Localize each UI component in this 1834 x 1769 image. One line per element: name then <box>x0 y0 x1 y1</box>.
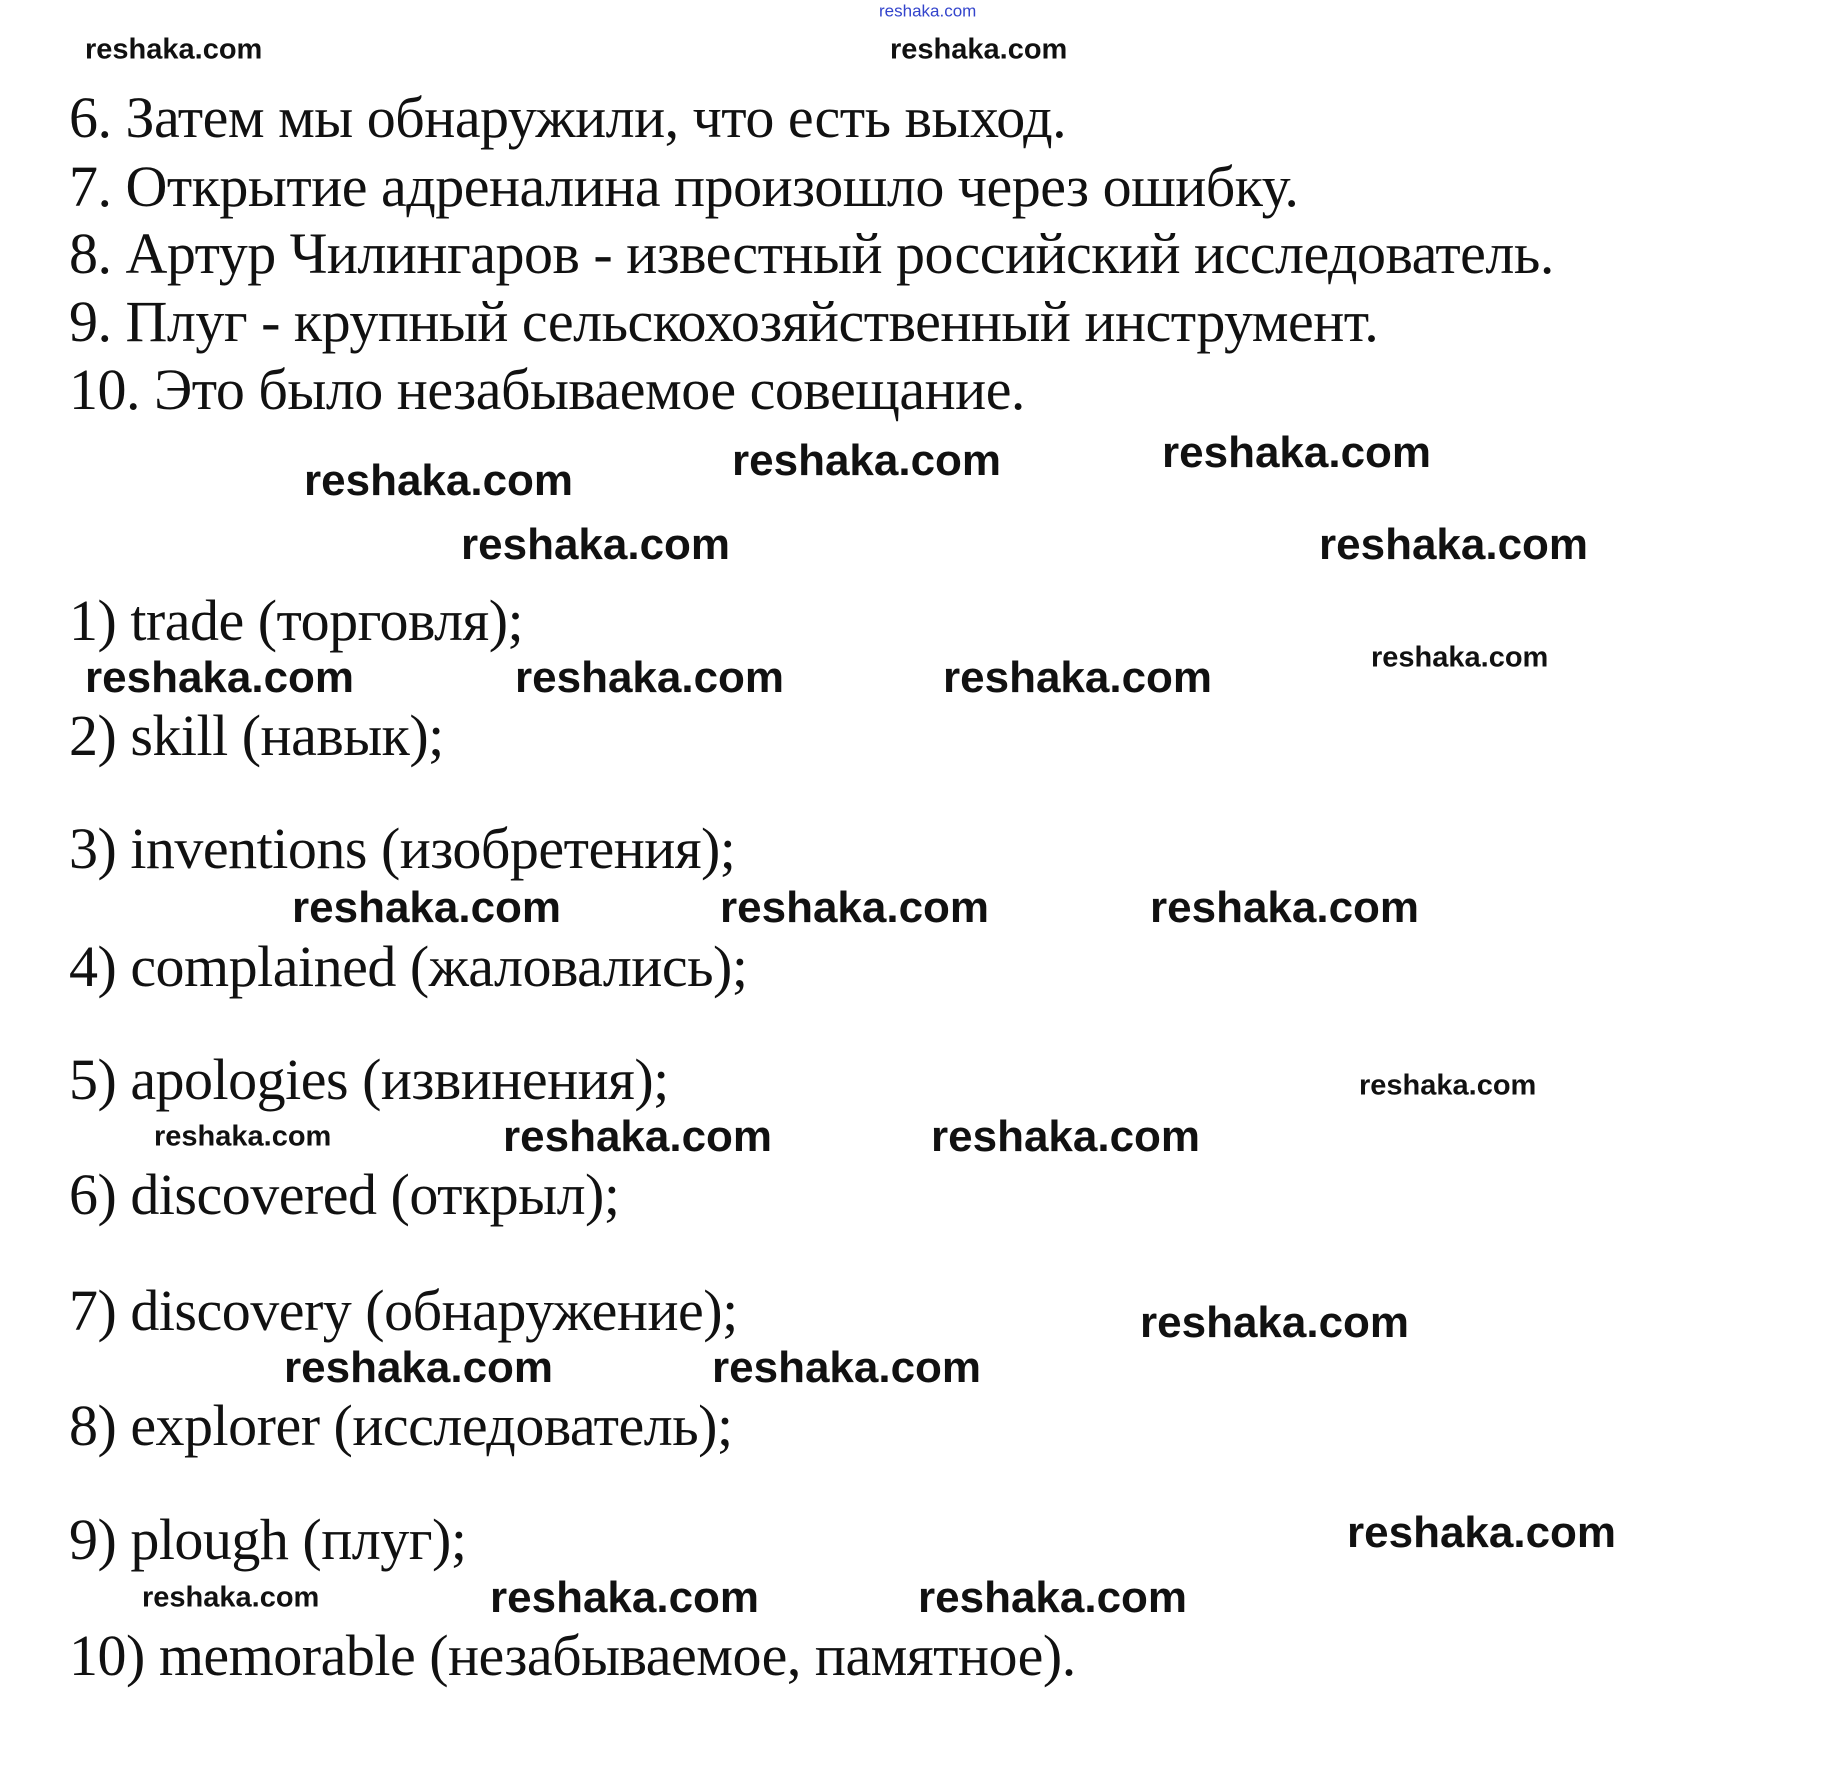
answer-6: 6) discovered (открыл); <box>69 1162 620 1227</box>
watermark: reshaka.com <box>1347 1508 1617 1557</box>
sentence-7: 7. Открытие адреналина произошло через ошибку. <box>69 154 1299 219</box>
watermark: reshaka.com <box>931 1112 1201 1161</box>
watermark: reshaka.com <box>85 653 355 702</box>
sentence-9: 9. Плуг - крупный сельскохозяйственный инструмент. <box>69 289 1379 354</box>
watermark: reshaka.com <box>1319 520 1589 569</box>
watermark: reshaka.com <box>943 653 1213 702</box>
watermark: reshaka.com <box>503 1112 773 1161</box>
sentence-10: 10. Это было незабываемое совещание. <box>69 357 1025 422</box>
watermark: reshaka.com <box>1162 428 1432 477</box>
answer-4: 4) complained (жаловались); <box>69 934 748 999</box>
watermark: reshaka.com <box>720 883 990 932</box>
watermark: reshaka.com <box>1140 1298 1410 1347</box>
answer-10: 10) memorable (незабываемое, памятное). <box>69 1623 1076 1688</box>
answer-9: 9) plough (плуг); <box>69 1507 467 1572</box>
watermark: reshaka.com <box>1359 1069 1537 1102</box>
watermark: reshaka.com <box>515 653 785 702</box>
watermark: reshaka.com <box>918 1573 1188 1622</box>
watermark: reshaka.com <box>490 1573 760 1622</box>
watermark: reshaka.com <box>1150 883 1420 932</box>
watermark: reshaka.com <box>712 1343 982 1392</box>
watermark: reshaka.com <box>284 1343 554 1392</box>
watermark: reshaka.com <box>732 436 1002 485</box>
watermark: reshaka.com <box>1371 641 1549 674</box>
sentence-6: 6. Затем мы обнаружили, что есть выход. <box>69 85 1067 150</box>
watermark: reshaka.com <box>154 1120 332 1153</box>
watermark: reshaka.com <box>461 520 731 569</box>
answer-2: 2) skill (навык); <box>69 703 444 768</box>
answer-1: 1) trade (торговля); <box>69 588 524 653</box>
answer-3: 3) inventions (изобретения); <box>69 816 736 881</box>
watermark: reshaka.com <box>85 33 263 66</box>
answer-7: 7) discovery (обнаружение); <box>69 1278 738 1343</box>
watermark: reshaka.com <box>292 883 562 932</box>
answer-8: 8) explorer (исследователь); <box>69 1393 733 1458</box>
watermark: reshaka.com <box>142 1581 320 1614</box>
watermark: reshaka.com <box>890 33 1068 66</box>
answer-5: 5) apologies (извинения); <box>69 1047 669 1112</box>
watermark: reshaka.com <box>879 1 977 21</box>
sentence-8: 8. Артур Чилингаров - известный российский исследователь. <box>69 221 1554 286</box>
watermark: reshaka.com <box>304 456 574 505</box>
